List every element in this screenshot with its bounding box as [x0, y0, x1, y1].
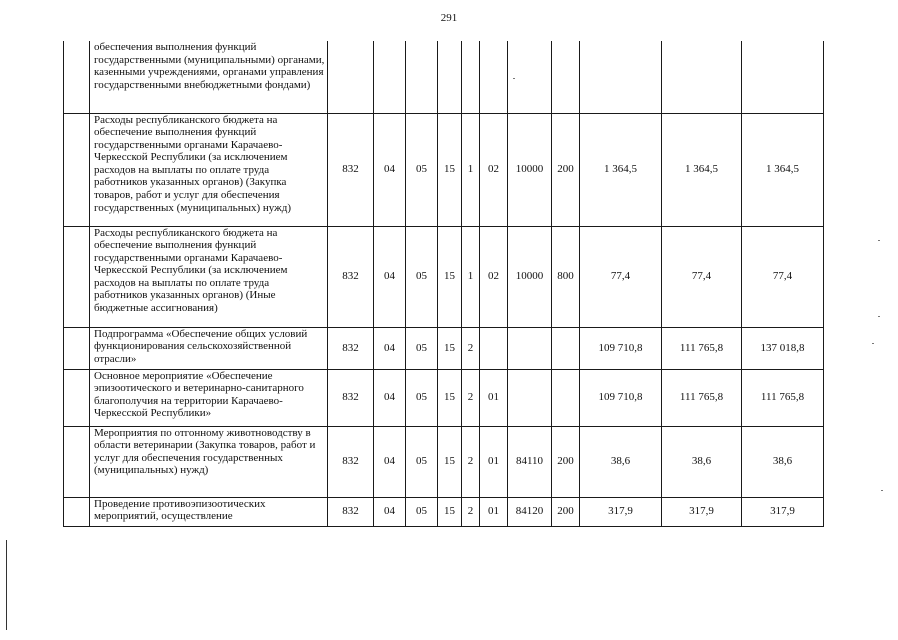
code-expense-type: 200 — [552, 497, 580, 526]
row-description: Основное мероприятие «Обеспечение эпизоотического и ветеринарно-санитарного благополучия на территории Карачаево-Черкесской Республики» — [90, 369, 328, 426]
code-ministry: 832 — [328, 426, 374, 497]
code-program — [438, 41, 462, 113]
code-main-event — [480, 327, 508, 369]
code-expense-type — [552, 327, 580, 369]
code-subsection — [406, 41, 438, 113]
scan-speck — [872, 343, 874, 344]
code-subprogram: 2 — [462, 497, 480, 526]
code-program: 15 — [438, 113, 462, 226]
amount-year-1: 38,6 — [580, 426, 662, 497]
scan-speck — [881, 490, 883, 491]
amount-year-3: 137 018,8 — [742, 327, 824, 369]
code-direction — [508, 327, 552, 369]
code-section: 04 — [374, 226, 406, 327]
scan-speck — [513, 78, 515, 79]
code-program: 15 — [438, 327, 462, 369]
row-index-cell — [64, 41, 90, 113]
row-description: Мероприятия по отгонному животноводству в области ветеринарии (Закупка товаров, работ и услуг для обеспечения государственных (муниципальных) нужд) — [90, 426, 328, 497]
row-description: Подпрограмма «Обеспечение общих условий функционирования сельскохозяйственной отрасли» — [90, 327, 328, 369]
amount-year-2: 1 364,5 — [662, 113, 742, 226]
row-description: обеспечения выполнения функций государственными (муниципальными) органами, казенными учреждениями, органами управления государственными внебюджетными фондами) — [90, 41, 328, 113]
code-ministry: 832 — [328, 327, 374, 369]
code-direction: 10000 — [508, 113, 552, 226]
code-direction: 10000 — [508, 226, 552, 327]
row-index-cell — [64, 369, 90, 426]
code-ministry: 832 — [328, 497, 374, 526]
table-row — [64, 327, 824, 369]
code-section: 04 — [374, 369, 406, 426]
code-ministry: 832 — [328, 226, 374, 327]
amount-year-2: 38,6 — [662, 426, 742, 497]
code-section: 04 — [374, 327, 406, 369]
code-section: 04 — [374, 497, 406, 526]
code-main-event: 02 — [480, 226, 508, 327]
amount-year-3 — [742, 41, 824, 113]
row-description: Расходы республиканского бюджета на обеспечение выполнения функций государственными органами Карачаево-Черкесской Республики (за исключением расходов на выплаты по оплате труда работников указанных органов) (Закупка товаров, работ и услуг для обеспечения государственных (муниципальных) нужд) — [90, 113, 328, 226]
code-expense-type: 200 — [552, 426, 580, 497]
code-subprogram: 2 — [462, 327, 480, 369]
budget-table — [63, 41, 824, 527]
code-expense-type — [552, 41, 580, 113]
code-main-event: 02 — [480, 113, 508, 226]
code-program: 15 — [438, 226, 462, 327]
amount-year-3: 77,4 — [742, 226, 824, 327]
row-description: Расходы республиканского бюджета на обеспечение выполнения функций государственными органами Карачаево-Черкесской Республики (за исключением расходов на выплаты по оплате труда работников указанных органов) (Иные бюджетные ассигнования) — [90, 226, 328, 327]
code-section — [374, 41, 406, 113]
code-direction — [508, 369, 552, 426]
amount-year-1: 317,9 — [580, 497, 662, 526]
row-index-cell — [64, 426, 90, 497]
code-main-event: 01 — [480, 369, 508, 426]
code-direction — [508, 41, 552, 113]
table-row — [64, 497, 824, 526]
code-subsection: 05 — [406, 369, 438, 426]
page-number: 291 — [440, 12, 458, 24]
code-direction: 84110 — [508, 426, 552, 497]
amount-year-2 — [662, 41, 742, 113]
code-subsection: 05 — [406, 497, 438, 526]
code-main-event: 01 — [480, 497, 508, 526]
code-section: 04 — [374, 113, 406, 226]
code-subprogram: 1 — [462, 113, 480, 226]
row-description: Проведение противоэпизоотических мероприятий, осуществление — [90, 497, 328, 526]
table-row — [64, 226, 824, 327]
code-direction: 84120 — [508, 497, 552, 526]
code-program: 15 — [438, 426, 462, 497]
amount-year-3: 38,6 — [742, 426, 824, 497]
table-row — [64, 113, 824, 226]
code-ministry — [328, 41, 374, 113]
amount-year-1: 109 710,8 — [580, 369, 662, 426]
code-program: 15 — [438, 497, 462, 526]
amount-year-2: 77,4 — [662, 226, 742, 327]
code-expense-type — [552, 369, 580, 426]
code-subprogram: 1 — [462, 226, 480, 327]
code-main-event — [480, 41, 508, 113]
scan-speck — [878, 316, 880, 317]
table-row — [64, 41, 824, 113]
code-expense-type: 200 — [552, 113, 580, 226]
code-subprogram — [462, 41, 480, 113]
code-ministry: 832 — [328, 113, 374, 226]
amount-year-2: 317,9 — [662, 497, 742, 526]
row-index-cell — [64, 113, 90, 226]
amount-year-1 — [580, 41, 662, 113]
table-row — [64, 426, 824, 497]
code-subprogram: 2 — [462, 369, 480, 426]
amount-year-1: 77,4 — [580, 226, 662, 327]
code-section: 04 — [374, 426, 406, 497]
code-program: 15 — [438, 369, 462, 426]
amount-year-2: 111 765,8 — [662, 369, 742, 426]
amount-year-3: 111 765,8 — [742, 369, 824, 426]
table-row — [64, 369, 824, 426]
scan-speck — [878, 240, 880, 241]
amount-year-1: 1 364,5 — [580, 113, 662, 226]
code-ministry: 832 — [328, 369, 374, 426]
amount-year-3: 1 364,5 — [742, 113, 824, 226]
code-subsection: 05 — [406, 327, 438, 369]
row-index-cell — [64, 497, 90, 526]
row-index-cell — [64, 327, 90, 369]
code-subsection: 05 — [406, 226, 438, 327]
scan-edge-line — [6, 540, 7, 630]
code-main-event: 01 — [480, 426, 508, 497]
code-subprogram: 2 — [462, 426, 480, 497]
row-index-cell — [64, 226, 90, 327]
code-subsection: 05 — [406, 113, 438, 226]
amount-year-3: 317,9 — [742, 497, 824, 526]
code-expense-type: 800 — [552, 226, 580, 327]
amount-year-2: 111 765,8 — [662, 327, 742, 369]
code-subsection: 05 — [406, 426, 438, 497]
amount-year-1: 109 710,8 — [580, 327, 662, 369]
